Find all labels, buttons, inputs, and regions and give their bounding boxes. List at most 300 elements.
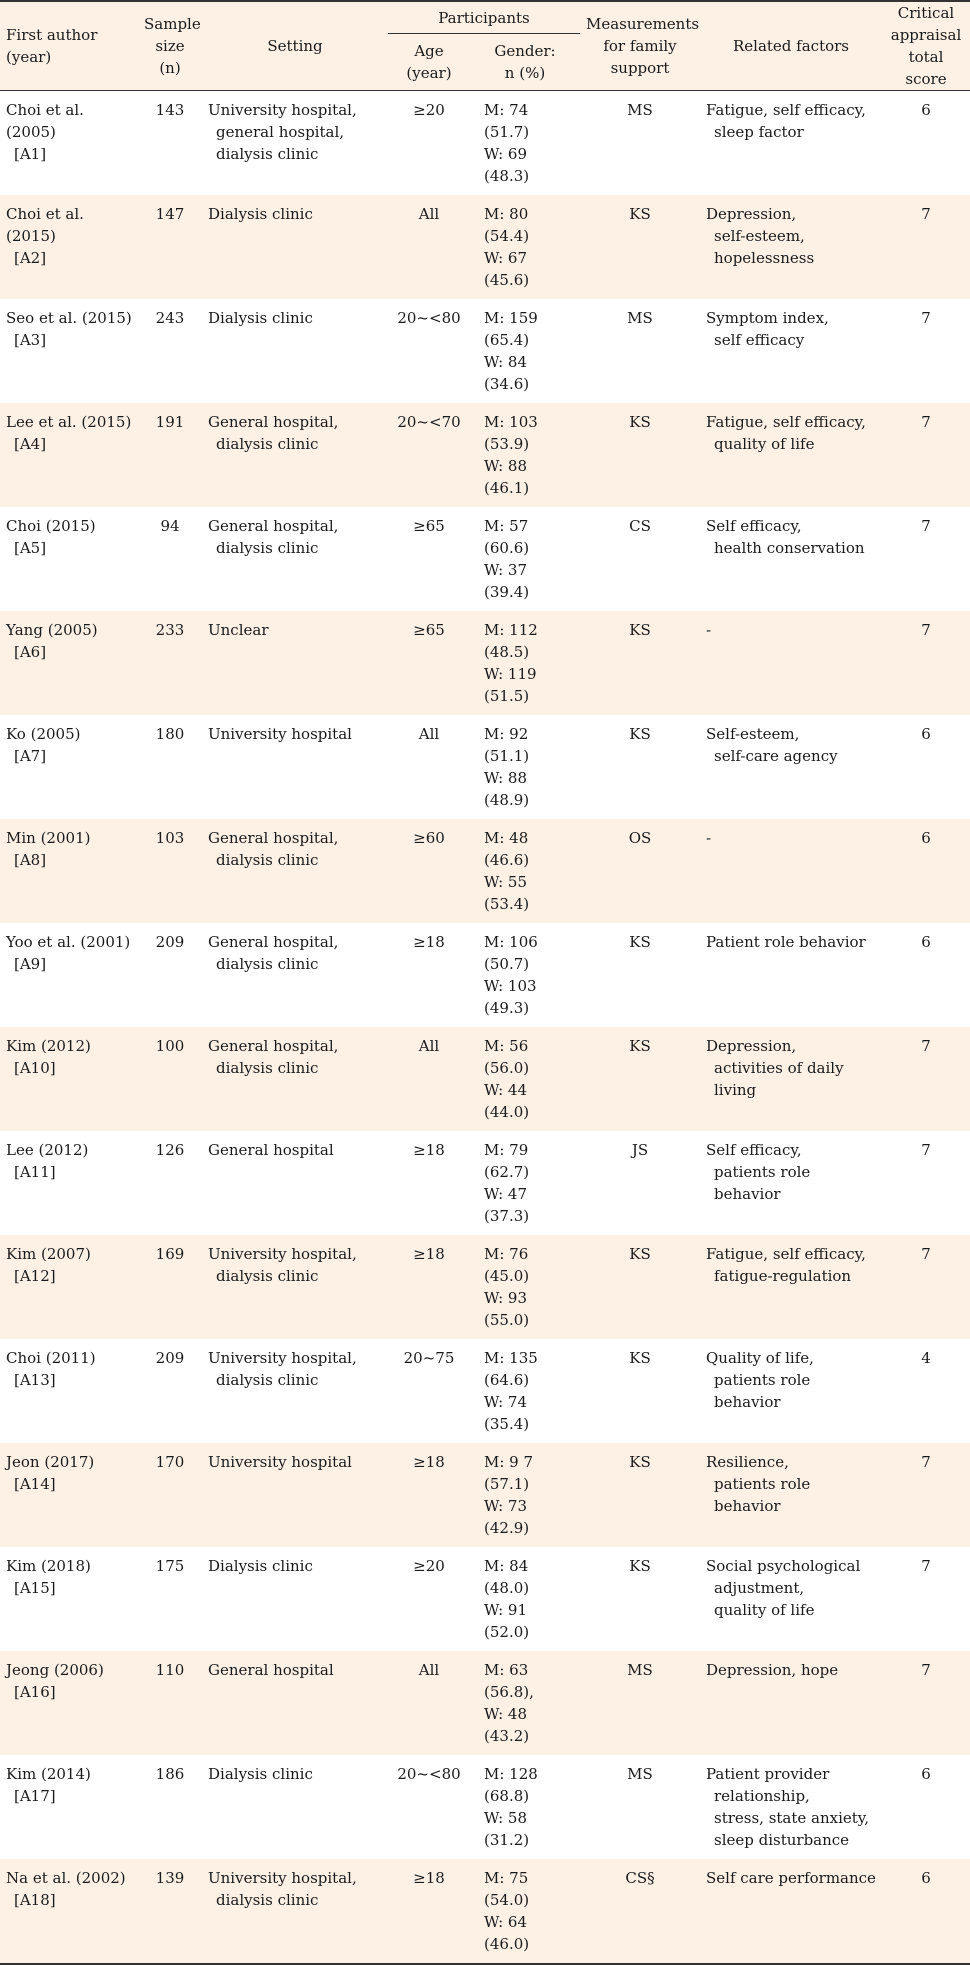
cell-line: Self care performance xyxy=(706,1869,876,1887)
cell-line: Patient provider xyxy=(706,1765,830,1783)
cell-line: M: 128 (68.8) xyxy=(484,1765,538,1805)
cell-sample-size: 186 xyxy=(138,1755,202,1859)
cell-setting xyxy=(202,91,388,196)
cell-line: W: 64 (46.0) xyxy=(484,1913,530,1953)
cell-age: ≥65 xyxy=(388,507,470,611)
cell-line: [A16] xyxy=(14,1683,56,1701)
cell-author xyxy=(0,1131,138,1235)
cell-line: sleep disturbance xyxy=(714,1831,850,1849)
cell-line: W: 93 (55.0) xyxy=(484,1289,530,1329)
cell-line: Lee et al. (2015) xyxy=(6,413,132,431)
cell-measurement: KS xyxy=(580,611,700,715)
table-row xyxy=(0,611,970,715)
cell-setting xyxy=(202,1859,388,1964)
cell-line: W: 103 (49.3) xyxy=(484,977,537,1017)
cell-line: dialysis clinic xyxy=(216,1891,319,1909)
header-author: First author (year) xyxy=(0,1,138,91)
cell-gender xyxy=(470,1547,580,1651)
cell-setting xyxy=(202,611,388,715)
cell-line: sleep factor xyxy=(714,123,804,141)
cell-author xyxy=(0,715,138,819)
cell-gender xyxy=(470,1755,580,1859)
cell-measurement: CS§ xyxy=(580,1859,700,1964)
cell-gender xyxy=(470,611,580,715)
cell-measurement: KS xyxy=(580,195,700,299)
cell-line: W: 58 (31.2) xyxy=(484,1809,530,1849)
cell-sample-size: 94 xyxy=(138,507,202,611)
cell-line: W: 119 (51.5) xyxy=(484,665,537,705)
cell-age: ≥20 xyxy=(388,1547,470,1651)
cell-line: Patient role behavior xyxy=(706,933,866,951)
table-row xyxy=(0,299,970,403)
cell-line: [A13] xyxy=(14,1371,56,1389)
cell-line: W: 44 (44.0) xyxy=(484,1081,530,1121)
cell-line: M: 103 (53.9) xyxy=(484,413,538,453)
cell-author xyxy=(0,403,138,507)
cell-score: 7 xyxy=(882,299,970,403)
cell-related-factors xyxy=(700,819,882,923)
cell-related-factors xyxy=(700,195,882,299)
cell-line: University hospital, xyxy=(208,1245,357,1263)
table-row xyxy=(0,1755,970,1859)
cell-author xyxy=(0,1547,138,1651)
cell-line: Dialysis clinic xyxy=(208,1557,313,1575)
cell-age: All xyxy=(388,1027,470,1131)
cell-line: M: 48 (46.6) xyxy=(484,829,530,869)
table-row xyxy=(0,715,970,819)
cell-line: dialysis clinic xyxy=(216,1059,319,1077)
cell-line: General hospital, xyxy=(208,829,339,847)
cell-sample-size: 143 xyxy=(138,91,202,196)
cell-line: Kim (2007) xyxy=(6,1245,91,1263)
cell-setting xyxy=(202,1131,388,1235)
cell-line: [A18] xyxy=(14,1891,56,1909)
cell-line: adjustment, xyxy=(714,1579,805,1597)
cell-line: Lee (2012) xyxy=(6,1141,89,1159)
cell-line: M: 63 (56.8), xyxy=(484,1661,534,1701)
cell-setting xyxy=(202,1443,388,1547)
table-row xyxy=(0,1027,970,1131)
cell-score: 7 xyxy=(882,1131,970,1235)
table-body xyxy=(0,91,970,1965)
cell-line: fatigue-regulation xyxy=(714,1267,852,1285)
cell-line: [A1] xyxy=(14,145,47,163)
cell-line: University hospital, xyxy=(208,1349,357,1367)
cell-author xyxy=(0,1859,138,1964)
cell-line: W: 48 (43.2) xyxy=(484,1705,530,1745)
cell-gender xyxy=(470,403,580,507)
cell-measurement: CS xyxy=(580,507,700,611)
cell-related-factors xyxy=(700,611,882,715)
cell-setting xyxy=(202,1547,388,1651)
cell-age: All xyxy=(388,715,470,819)
cell-age: 20~<80 xyxy=(388,299,470,403)
cell-line: M: 74 (51.7) xyxy=(484,101,530,141)
cell-author xyxy=(0,1339,138,1443)
cell-related-factors xyxy=(700,1131,882,1235)
cell-line: living xyxy=(714,1081,757,1099)
cell-line: M: 76 (45.0) xyxy=(484,1245,530,1285)
cell-line: Depression, hope xyxy=(706,1661,839,1679)
cell-line: Self-esteem, xyxy=(706,725,800,743)
cell-line: University hospital, xyxy=(208,101,357,119)
cell-score: 6 xyxy=(882,923,970,1027)
cell-line: Depression, xyxy=(706,205,797,223)
cell-line: M: 159 (65.4) xyxy=(484,309,538,349)
cell-line: [A3] xyxy=(14,331,47,349)
cell-line: [A7] xyxy=(14,747,47,765)
cell-setting xyxy=(202,819,388,923)
cell-line: relationship, xyxy=(714,1787,810,1805)
cell-line: dialysis clinic xyxy=(216,539,319,557)
cell-setting xyxy=(202,507,388,611)
cell-setting xyxy=(202,923,388,1027)
cell-line: dialysis clinic xyxy=(216,1267,319,1285)
cell-line: self-esteem, xyxy=(714,227,805,245)
table-row xyxy=(0,1235,970,1339)
header-sample-size: Sample size (n) xyxy=(138,1,202,91)
cell-related-factors xyxy=(700,715,882,819)
cell-sample-size: 209 xyxy=(138,1339,202,1443)
cell-line: University hospital, xyxy=(208,1869,357,1887)
table-row xyxy=(0,1443,970,1547)
cell-sample-size: 233 xyxy=(138,611,202,715)
cell-score: 7 xyxy=(882,195,970,299)
cell-line: [A2] xyxy=(14,249,47,267)
cell-line: M: 75 (54.0) xyxy=(484,1869,530,1909)
cell-related-factors xyxy=(700,1755,882,1859)
cell-line: [A12] xyxy=(14,1267,56,1285)
cell-setting xyxy=(202,195,388,299)
cell-score: 7 xyxy=(882,507,970,611)
cell-gender xyxy=(470,1027,580,1131)
cell-line: dialysis clinic xyxy=(216,1371,319,1389)
cell-line: Yoo et al. (2001) xyxy=(6,933,131,951)
table-row xyxy=(0,91,970,196)
header-gender: Gender: n (%) xyxy=(470,34,580,91)
cell-author xyxy=(0,1027,138,1131)
header-setting: Setting xyxy=(202,1,388,91)
cell-measurement: MS xyxy=(580,299,700,403)
cell-measurement: MS xyxy=(580,1755,700,1859)
cell-score: 7 xyxy=(882,1027,970,1131)
cell-line: Quality of life, xyxy=(706,1349,814,1367)
header-related-factors: Related factors xyxy=(700,1,882,91)
cell-setting xyxy=(202,1027,388,1131)
cell-line: [A15] xyxy=(14,1579,56,1597)
cell-gender xyxy=(470,819,580,923)
cell-line: Choi et al. (2015) xyxy=(6,205,84,245)
cell-line: - xyxy=(706,621,712,639)
cell-line: [A8] xyxy=(14,851,47,869)
cell-score: 4 xyxy=(882,1339,970,1443)
cell-line: self efficacy xyxy=(714,331,805,349)
cell-line: health conservation xyxy=(714,539,865,557)
cell-line: Na et al. (2002) xyxy=(6,1869,126,1887)
cell-score: 6 xyxy=(882,91,970,196)
cell-related-factors xyxy=(700,1027,882,1131)
cell-sample-size: 110 xyxy=(138,1651,202,1755)
cell-age: ≥18 xyxy=(388,1443,470,1547)
cell-line: M: 135 (64.6) xyxy=(484,1349,538,1389)
header-critical-score: Critical appraisal total score xyxy=(882,1,970,91)
cell-score: 7 xyxy=(882,1547,970,1651)
cell-related-factors xyxy=(700,403,882,507)
cell-line: M: 84 (48.0) xyxy=(484,1557,530,1597)
cell-line: Dialysis clinic xyxy=(208,205,313,223)
table-row xyxy=(0,507,970,611)
cell-age: ≥18 xyxy=(388,1235,470,1339)
cell-line: M: 112 (48.5) xyxy=(484,621,538,661)
cell-line: M: 56 (56.0) xyxy=(484,1037,530,1077)
cell-line: Self efficacy, xyxy=(706,517,802,535)
cell-line: W: 84 (34.6) xyxy=(484,353,530,393)
cell-measurement: OS xyxy=(580,819,700,923)
cell-setting xyxy=(202,299,388,403)
cell-sample-size: 170 xyxy=(138,1443,202,1547)
cell-line: Unclear xyxy=(208,621,269,639)
cell-line: Dialysis clinic xyxy=(208,1765,313,1783)
cell-age: 20~<70 xyxy=(388,403,470,507)
cell-line: Kim (2018) xyxy=(6,1557,91,1575)
cell-line: Fatigue, self efficacy, xyxy=(706,1245,866,1263)
cell-line: [A6] xyxy=(14,643,47,661)
cell-line: Kim (2014) xyxy=(6,1765,91,1783)
cell-score: 7 xyxy=(882,1443,970,1547)
cell-age: 20~75 xyxy=(388,1339,470,1443)
cell-line: - xyxy=(706,829,712,847)
cell-line: W: 73 (42.9) xyxy=(484,1497,530,1537)
cell-line: dialysis clinic xyxy=(216,955,319,973)
cell-line: Choi (2015) xyxy=(6,517,96,535)
cell-line: Fatigue, self efficacy, xyxy=(706,101,866,119)
cell-measurement: KS xyxy=(580,715,700,819)
cell-line: General hospital, xyxy=(208,933,339,951)
cell-author xyxy=(0,195,138,299)
cell-measurement: KS xyxy=(580,923,700,1027)
cell-line: [A14] xyxy=(14,1475,56,1493)
cell-sample-size: 209 xyxy=(138,923,202,1027)
cell-sample-size: 139 xyxy=(138,1859,202,1964)
cell-line: [A4] xyxy=(14,435,47,453)
cell-line: Symptom index, xyxy=(706,309,829,327)
cell-line: dialysis clinic xyxy=(216,435,319,453)
cell-line: Jeon (2017) xyxy=(6,1453,95,1471)
cell-author xyxy=(0,507,138,611)
cell-sample-size: 126 xyxy=(138,1131,202,1235)
cell-measurement: KS xyxy=(580,1443,700,1547)
cell-line: activities of daily xyxy=(714,1059,844,1077)
cell-score: 6 xyxy=(882,1755,970,1859)
cell-line: W: 88 (48.9) xyxy=(484,769,530,809)
cell-line: [A10] xyxy=(14,1059,56,1077)
cell-age: All xyxy=(388,1651,470,1755)
cell-gender xyxy=(470,1131,580,1235)
cell-line: M: 57 (60.6) xyxy=(484,517,530,557)
cell-measurement: KS xyxy=(580,1027,700,1131)
cell-setting xyxy=(202,1651,388,1755)
cell-line: Choi et al. (2005) xyxy=(6,101,84,141)
table-row xyxy=(0,1131,970,1235)
cell-setting xyxy=(202,1235,388,1339)
cell-related-factors xyxy=(700,923,882,1027)
table-row xyxy=(0,403,970,507)
table-row xyxy=(0,195,970,299)
cell-author xyxy=(0,611,138,715)
cell-author xyxy=(0,1651,138,1755)
cell-line: self-care agency xyxy=(714,747,838,765)
cell-gender xyxy=(470,91,580,196)
cell-related-factors xyxy=(700,299,882,403)
cell-line: Resilience, xyxy=(706,1453,789,1471)
table-header xyxy=(0,1,970,91)
cell-line: Choi (2011) xyxy=(6,1349,96,1367)
cell-line: patients role behavior xyxy=(714,1475,811,1515)
cell-sample-size: 243 xyxy=(138,299,202,403)
cell-gender xyxy=(470,299,580,403)
cell-line: general hospital, xyxy=(216,123,345,141)
cell-line: Jeong (2006) xyxy=(6,1661,104,1679)
cell-line: patients role behavior xyxy=(714,1371,811,1411)
cell-line: Kim (2012) xyxy=(6,1037,91,1055)
cell-line: Seo et al. (2015) xyxy=(6,309,132,327)
cell-line: General hospital xyxy=(208,1661,334,1679)
cell-setting xyxy=(202,1339,388,1443)
cell-age: ≥18 xyxy=(388,1859,470,1964)
cell-line: W: 55 (53.4) xyxy=(484,873,530,913)
table-row xyxy=(0,819,970,923)
table-row xyxy=(0,1339,970,1443)
cell-sample-size: 103 xyxy=(138,819,202,923)
cell-line: [A11] xyxy=(14,1163,56,1181)
cell-line: W: 74 (35.4) xyxy=(484,1393,530,1433)
cell-line: General hospital xyxy=(208,1141,334,1159)
cell-line: Depression, xyxy=(706,1037,797,1055)
cell-line: M: 79 (62.7) xyxy=(484,1141,530,1181)
cell-sample-size: 191 xyxy=(138,403,202,507)
cell-gender xyxy=(470,1651,580,1755)
cell-gender xyxy=(470,507,580,611)
cell-line: Min (2001) xyxy=(6,829,91,847)
cell-author xyxy=(0,91,138,196)
cell-line: W: 91 (52.0) xyxy=(484,1601,530,1641)
table-row xyxy=(0,923,970,1027)
cell-line: quality of life xyxy=(714,1601,815,1619)
cell-line: University hospital xyxy=(208,1453,352,1471)
cell-gender xyxy=(470,1859,580,1964)
cell-setting xyxy=(202,403,388,507)
table-row xyxy=(0,1859,970,1964)
cell-measurement: KS xyxy=(580,403,700,507)
cell-measurement: KS xyxy=(580,1547,700,1651)
cell-line: patients role behavior xyxy=(714,1163,811,1203)
cell-line: [A9] xyxy=(14,955,47,973)
cell-age: ≥20 xyxy=(388,91,470,196)
header-age: Age (year) xyxy=(388,34,470,91)
cell-line: W: 37 (39.4) xyxy=(484,561,530,601)
cell-line: quality of life xyxy=(714,435,815,453)
cell-line: Self efficacy, xyxy=(706,1141,802,1159)
cell-sample-size: 169 xyxy=(138,1235,202,1339)
cell-line: General hospital, xyxy=(208,413,339,431)
cell-score: 7 xyxy=(882,611,970,715)
cell-measurement: MS xyxy=(580,1651,700,1755)
cell-line: General hospital, xyxy=(208,1037,339,1055)
cell-line: Social psychological xyxy=(706,1557,861,1575)
cell-age: ≥18 xyxy=(388,1131,470,1235)
cell-age: ≥65 xyxy=(388,611,470,715)
cell-related-factors xyxy=(700,1235,882,1339)
cell-author xyxy=(0,1235,138,1339)
cell-related-factors xyxy=(700,1443,882,1547)
cell-line: M: 106 (50.7) xyxy=(484,933,538,973)
cell-line: W: 88 (46.1) xyxy=(484,457,530,497)
cell-sample-size: 147 xyxy=(138,195,202,299)
cell-line: Fatigue, self efficacy, xyxy=(706,413,866,431)
cell-line: Yang (2005) xyxy=(6,621,98,639)
header-measurements: Measurements for family support xyxy=(580,1,700,91)
cell-line: dialysis clinic xyxy=(216,851,319,869)
header-participants: Participants xyxy=(388,1,580,34)
cell-sample-size: 175 xyxy=(138,1547,202,1651)
cell-line: University hospital xyxy=(208,725,352,743)
cell-line: General hospital, xyxy=(208,517,339,535)
cell-setting xyxy=(202,1755,388,1859)
cell-gender xyxy=(470,1339,580,1443)
cell-score: 6 xyxy=(882,1859,970,1964)
cell-line: M: 92 (51.1) xyxy=(484,725,530,765)
cell-score: 7 xyxy=(882,1651,970,1755)
cell-author xyxy=(0,819,138,923)
cell-age: 20~<80 xyxy=(388,1755,470,1859)
cell-line: dialysis clinic xyxy=(216,145,319,163)
cell-gender xyxy=(470,923,580,1027)
cell-line: [A17] xyxy=(14,1787,56,1805)
cell-score: 7 xyxy=(882,1235,970,1339)
cell-sample-size: 180 xyxy=(138,715,202,819)
cell-line: W: 47 (37.3) xyxy=(484,1185,530,1225)
cell-score: 7 xyxy=(882,403,970,507)
cell-related-factors xyxy=(700,1547,882,1651)
cell-age: ≥18 xyxy=(388,923,470,1027)
cell-line: M: 9 7 (57.1) xyxy=(484,1453,534,1493)
cell-line: Ko (2005) xyxy=(6,725,81,743)
cell-gender xyxy=(470,715,580,819)
cell-author xyxy=(0,1443,138,1547)
cell-author xyxy=(0,923,138,1027)
cell-line: [A5] xyxy=(14,539,47,557)
cell-measurement: KS xyxy=(580,1235,700,1339)
cell-sample-size: 100 xyxy=(138,1027,202,1131)
cell-measurement: MS xyxy=(580,91,700,196)
cell-gender xyxy=(470,1235,580,1339)
cell-related-factors xyxy=(700,91,882,196)
cell-author xyxy=(0,1755,138,1859)
cell-setting xyxy=(202,715,388,819)
cell-author xyxy=(0,299,138,403)
cell-measurement: KS xyxy=(580,1339,700,1443)
table-row xyxy=(0,1651,970,1755)
cell-related-factors xyxy=(700,507,882,611)
cell-gender xyxy=(470,195,580,299)
cell-related-factors xyxy=(700,1339,882,1443)
cell-measurement: JS xyxy=(580,1131,700,1235)
cell-score: 6 xyxy=(882,819,970,923)
cell-age: All xyxy=(388,195,470,299)
cell-line: stress, state anxiety, xyxy=(714,1809,870,1827)
cell-related-factors xyxy=(700,1651,882,1755)
cell-age: ≥60 xyxy=(388,819,470,923)
